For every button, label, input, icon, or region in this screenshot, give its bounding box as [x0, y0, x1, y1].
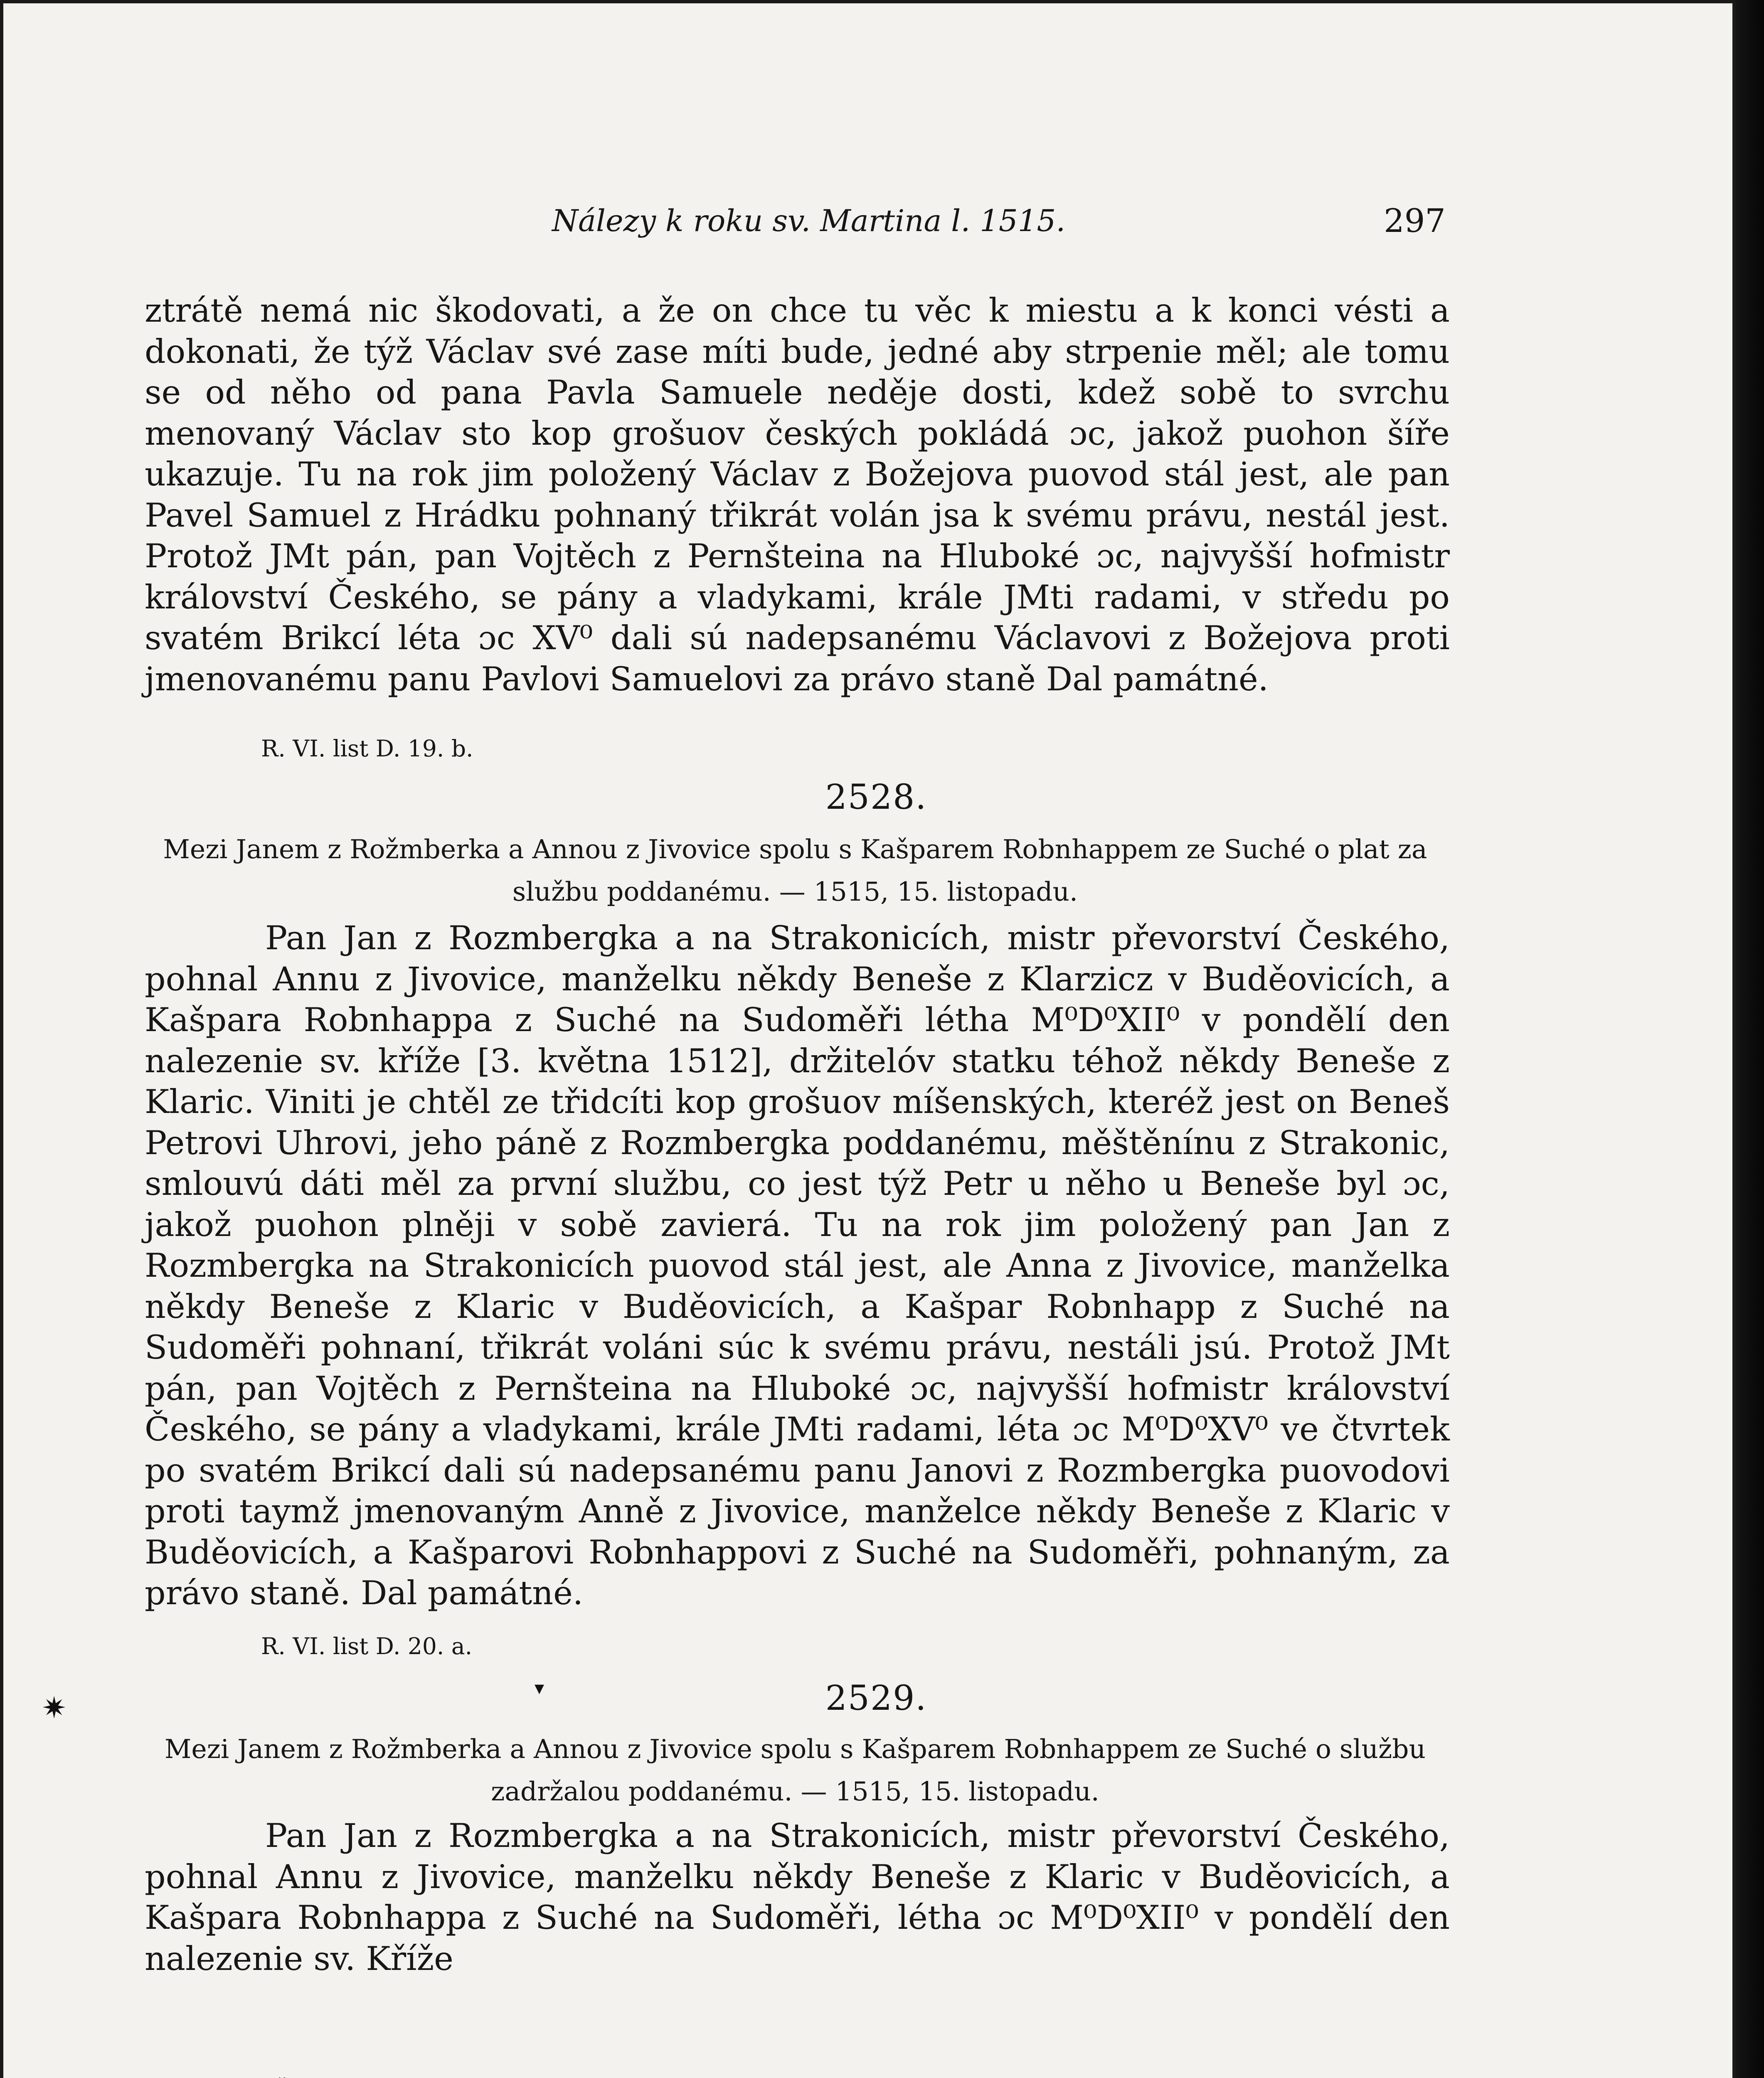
entry-paragraph: Pan Jan z Rozmbergka a na Strakonicích, mistr převorství Českého, pohnal Annu z Jivovice, manželku někdy Beneše z Klarzicz v Buděovicích, a Kašpara Robnhappa z Suché na Sudoměři létha M⁰D⁰XII⁰ v pondělí den nalezenie sv. kříže [3. května 1512], držitelóv statku téhož někdy Beneše z Klaric. Viniti je chtěl ze třidcíti kop grošuov míšenských, kteréž jest on Beneš Petrovi Uhrovi, jeho páně z Rozmbergka poddanému, měštěnínu z Strakonic, smlouvú dáti měl za první službu, co jest týž Petr u něho u Beneše byl ɔc, jakož puohon plněji v sobě zavierá. Tu na rok jim položený pan Jan z Rozmbergka na Strakonicích puovod stál jest, ale Anna z Jivovice, manželka někdy Beneše z Klaric v Buděovicích, a Kašpar Robnhapp z Suché na Sudoměři pohnaní, třikrát voláni súc k svému právu, nestáli jsú. Protož JMt pán, pan Vojtěch z Pernšteina na Hluboké ɔc, najvyšší hofmistr království Českého, se pány a vladykami, krále JMti radami, léta ɔc M⁰D⁰XV⁰ ve čtvrtek po svatém Brikcí dali sú nadepsanému panu Janovi z Rozmbergka puovodovi proti taymž jmenovaným Anně z Jivovice, manželce někdy Beneše z Klaric v Buděovicích, a Kašparovi Robnhappovi z Suché na Sudoměři, pohnaným, za právo staně. Dal památné.: [145, 919, 1450, 1612]
source-reference: R. VI. list D. 20. a.: [261, 1633, 473, 1659]
scan-mark: ✷: [42, 1690, 67, 1725]
entry-number: 2528.: [825, 778, 927, 817]
entry-summary: Mezi Janem z Rožmberka a Annou z Jivovice spolu s Kašparem Robnhappem ze Suché o plat za službu poddanému. — 1515, 15. listopadu.: [163, 834, 1427, 907]
entry-paragraph: Pan Jan z Rozmbergka a na Strakonicích, mistr převorství Českého, pohnal Annu z Jivovice, manželku někdy Beneše z Klaric v Buděovicích, a Kašpara Robnhappa z Suché na Sudoměři, létha ɔc M⁰D⁰XII⁰ v pondělí den nalezenie sv. Kříže: [145, 1817, 1450, 1978]
continued-paragraph: ztrátě nemá nic škodovati, a že on chce tu věc k miestu a k konci vésti a dokonati, že týž Václav své zase míti bude, jedné aby strpenie měl; ale tomu se od něho od pana Pavla Samuele neděje dosti, kdež sobě to svrchu menovaný Václav sto kop grošuov českých pokládá ɔc, jakož puohon šíře ukazuje. Tu na rok jim položený Václav z Božejova puovod stál jest, ale pan Pavel Samuel z Hrádku pohnaný třikrát volán jsa k svému právu, nestál jest. Protož JMt pán, pan Vojtěch z Pernšteina na Hluboké ɔc, najvyšší hofmistr království Českého, se pány a vladykami, krále JMti radami, v středu po svatém Brikcí léta ɔc XV⁰ dali sú nadepsanému Václavovi z Božejova proti jmenovanému panu Pavlovi Samuelovi za právo staně Dal památné.: [145, 291, 1450, 698]
running-title: Nálezy k roku sv. Martina l. 1515.: [552, 203, 1066, 238]
scan-mark: ▾: [535, 1677, 544, 1699]
page-number: 297: [1384, 202, 1446, 240]
entry-summary: Mezi Janem z Rožmberka a Annou z Jivovice spolu s Kašparem Robnhappem ze Suché o službu zadržalou poddanému. — 1515, 15. listopadu.: [164, 1734, 1426, 1807]
scan-border: [1736, 0, 1764, 2078]
source-reference: R. VI. list D. 19. b.: [261, 735, 473, 762]
scanned-page: [3, 3, 1732, 2078]
entry-number: 2529.: [825, 1679, 927, 1718]
